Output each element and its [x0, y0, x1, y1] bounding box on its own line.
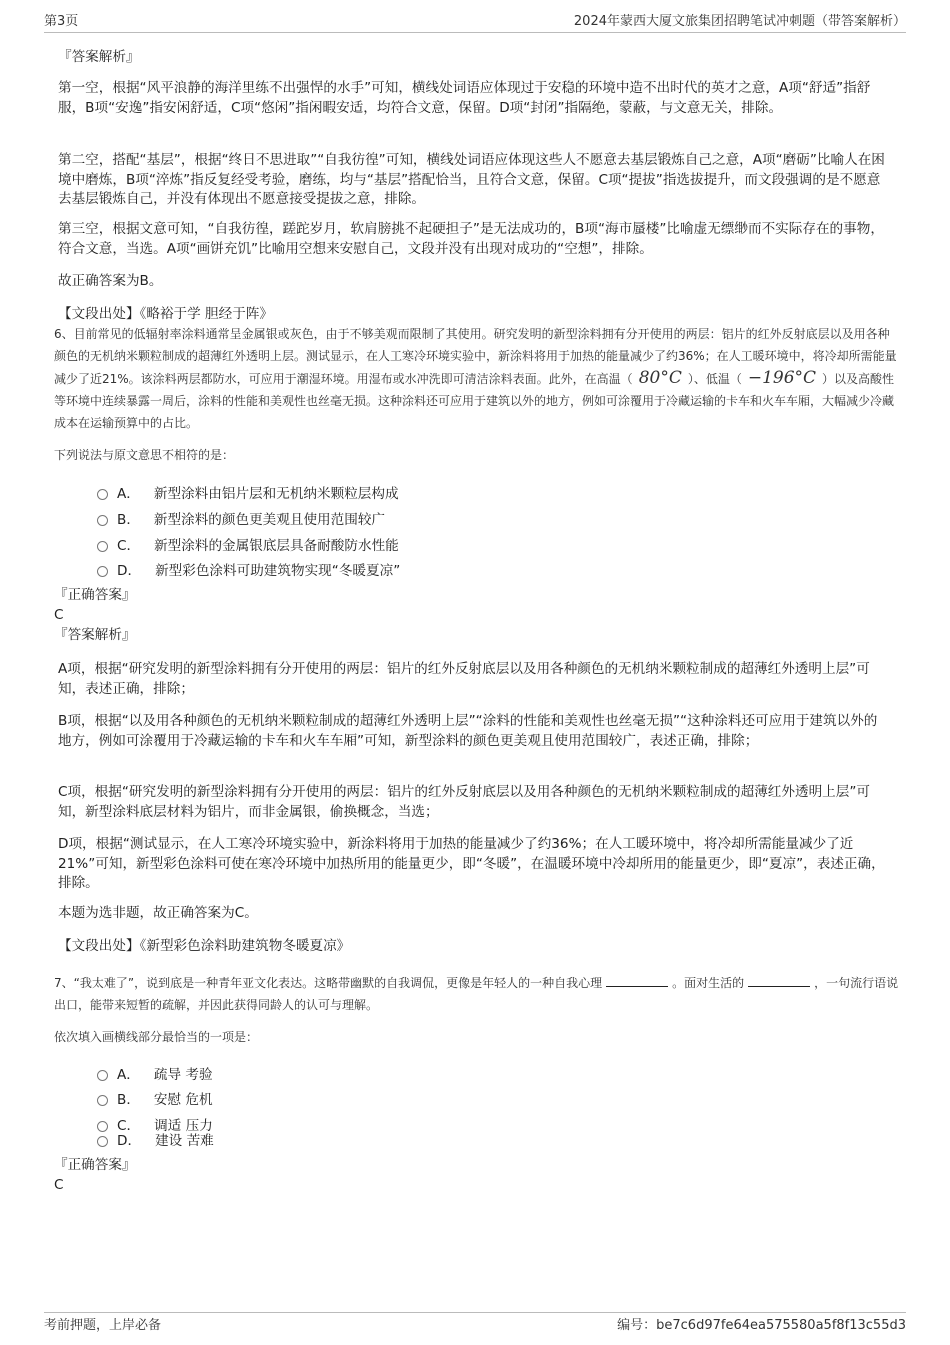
document-id: 编号：be7c6d97fe64ea575580a5f8f13c55d3 — [617, 1318, 906, 1333]
option-letter: B． — [117, 512, 140, 528]
option-letter: B． — [117, 1092, 140, 1108]
option-letter: C． — [117, 1118, 141, 1134]
correct-answer: C — [54, 607, 64, 623]
temperature-low: −196°C — [747, 368, 817, 388]
option-d[interactable] — [97, 1129, 214, 1149]
radio-icon[interactable] — [97, 489, 108, 500]
radio-icon[interactable] — [97, 515, 108, 526]
analysis-paragraph: 第二空，搭配“基层”，根据“终日不思进取”“自我彷徨”可知，横线处词语应体现这些人不愿意去基层锻炼自己之意，A项“磨砺”比喻人在困境中磨炼，B项“淬炼”指反复经受考验，磨练，均与“基层”搭配恰当，且符合文意，保留。C项“提拔”指选拔提升，而文段强调的是不愿意去基层锻炼自己，并没有体现出不愿意接受提拔之意，排除。 — [58, 152, 885, 207]
analysis-paragraph: A项，根据“研究发明的新型涂料拥有分开使用的两层：铝片的红外反射底层以及用各种颜色的无机纳米颗粒制成的超薄红外透明上层”可知，表述正确，排除； — [58, 661, 870, 697]
answer-conclusion: 故正确答案为B。 — [58, 273, 163, 289]
footer-slogan: 考前押题，上岸必备 — [44, 1318, 162, 1333]
analysis-label: 『答案解析』 — [54, 627, 136, 643]
option-text: 安慰 危机 — [153, 1092, 213, 1108]
option-text: 新型涂料由铝片层和无机纳米颗粒层构成 — [153, 486, 399, 502]
analysis-paragraph: 第一空，根据“风平浪静的海洋里练不出强悍的水手”可知，横线处词语应体现过于安稳的环境中造不出时代的英才之意，A项“舒适”指舒服，B项“安逸”指安闲舒适，C项“悠闲”指闲暇安适，均符合文意，保留。D项“封闭”指隔绝，蒙蔽，与文意无关，排除。 — [58, 80, 871, 116]
radio-icon[interactable] — [97, 1095, 108, 1106]
question-6-text: 6、目前常见的低辐射率涂料通常呈金属银或灰色，由于不够美观而限制了其使用。研究发明的新型涂料拥有分开使用的两层：铝片的红外反射底层以及用各种颜色的无机纳米颗粒制成的超薄红外透明上层。测试显示，在人工寒冷环境实验中，新涂料将用于加热的能量减少了约36%；在人工暖环境中，将冷却所需能量减少了近21%。该涂料两层都防水，可应用于潮湿环境。用湿布或水冲洗即可清洁涂料表面。此外，在高温（ 80°C ）、低温（ −196°C ）以及高酸性等环境中连续暴露一周后，涂料的性能和美观性也丝毫无损。这种涂料还可应用于建筑以外的地方，例如可涂覆用于冷藏运输的卡车和火车车厢，大幅减少冷藏成本在运输预算中的占比。 — [54, 327, 897, 430]
option-letter: D． — [117, 563, 142, 579]
correct-answer-label: 『正确答案』 — [54, 587, 136, 603]
radio-icon[interactable] — [97, 1070, 108, 1081]
source-citation: 【文段出处】《新型彩色涂料助建筑物冬暖夏凉》 — [58, 938, 351, 954]
option-text: 新型彩色涂料可助建筑物实现“冬暖夏凉” — [155, 563, 401, 579]
analysis-paragraph: C项，根据“研究发明的新型涂料拥有分开使用的两层：铝片的红外反射底层以及用各种颜色的无机纳米颗粒制成的超薄红外透明上层”可知，新型涂料底层材料为铝片，而非金属银，偷换概念，当选； — [58, 784, 871, 820]
question-7-text: 7、“我太难了”，说到底是一种青年亚文化表达。这略带幽默的自我调侃，更像是年轻人的一种自我心理 。面对生活的 ，一句流行语说出口，能带来短暂的疏解，并因此获得同龄人的认可与理解。 — [54, 976, 899, 1012]
option-a[interactable] — [97, 482, 399, 502]
option-text: 建设 苦难 — [155, 1133, 214, 1149]
option-text: 调适 压力 — [154, 1118, 213, 1134]
radio-icon[interactable] — [97, 1136, 108, 1147]
option-text: 疏导 考验 — [153, 1067, 213, 1083]
option-b[interactable] — [97, 1088, 213, 1108]
option-letter: C． — [117, 538, 141, 554]
analysis-label: 『答案解析』 — [58, 49, 140, 65]
footer-divider — [44, 1312, 906, 1313]
option-a[interactable] — [97, 1063, 213, 1083]
analysis-paragraph: D项，根据“测试显示，在人工寒冷环境实验中，新涂料将用于加热的能量减少了约36%；在人工暖环境中，将冷却所需能量减少了近21%”可知，新型彩色涂料可使在寒冷环境中加热所用的能量更少，即“冬暖”，在温暖环境中冷却所用的能量更少，即“夏凉”，表述正确，排除。 — [58, 836, 885, 891]
option-b[interactable] — [97, 508, 385, 528]
analysis-paragraph: 第三空，根据文意可知，“自我彷徨，蹉跎岁月，软肩膀挑不起硬担子”是无法成功的，B项“海市蜃楼”比喻虚无缥缈而不实际存在的事物，符合文意，当选。A项“画饼充饥”比喻用空想来安慰自己，文段并没有出现对成功的“空想”，排除。 — [58, 221, 884, 257]
option-text: 新型涂料的金属银底层具备耐酸防水性能 — [154, 538, 399, 554]
option-letter: A． — [117, 486, 140, 502]
blank-2 — [748, 986, 810, 987]
source-citation: 【文段出处】《略裕于学 胆经于阵》 — [58, 306, 274, 322]
option-letter: D． — [117, 1133, 142, 1149]
option-d[interactable] — [97, 559, 400, 579]
question-7-prompt: 依次填入画横线部分最恰当的一项是： — [54, 1030, 259, 1044]
option-letter: A． — [117, 1067, 140, 1083]
header-divider — [44, 32, 906, 33]
correct-answer: C — [54, 1177, 64, 1193]
page-number: 第3页 — [44, 14, 79, 29]
radio-icon[interactable] — [97, 566, 108, 577]
radio-icon[interactable] — [97, 541, 108, 552]
analysis-paragraph: B项，根据“以及用各种颜色的无机纳米颗粒制成的超薄红外透明上层”“涂料的性能和美观性也丝毫无损”“这种涂料还可应用于建筑以外的地方，例如可涂覆用于冷藏运输的卡车和火车车厢”可知，新型涂料的颜色更美观且使用范围较广，表述正确，排除； — [58, 713, 878, 749]
blank-1 — [606, 986, 668, 987]
option-text: 新型涂料的颜色更美观且使用范围较广 — [153, 512, 386, 528]
answer-conclusion: 本题为选非题，故正确答案为C。 — [58, 905, 258, 921]
temperature-high: 80°C — [638, 368, 682, 388]
option-c[interactable] — [97, 534, 399, 554]
correct-answer-label: 『正确答案』 — [54, 1157, 136, 1173]
document-title: 2024年蒙西大厦文旅集团招聘笔试冲刺题（带答案解析） — [573, 14, 906, 29]
question-6-prompt: 下列说法与原文意思不相符的是： — [54, 448, 235, 462]
